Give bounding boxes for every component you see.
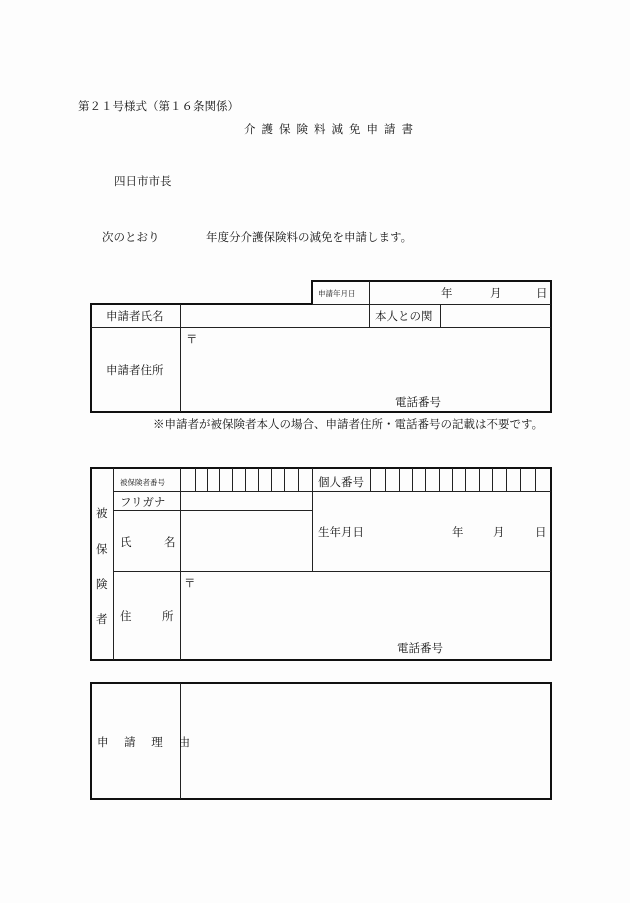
birth-month-label: 月 [493,525,505,539]
intro-text: 年度分介護保険料の減免を申請します。 [206,230,413,244]
relation-label: 本人との関 [375,309,433,323]
postal-mark: 〒 [186,332,198,346]
application-date-label: 申請年月日 [318,289,356,298]
insured-phone-label: 電話番号 [397,641,443,655]
application-month-label: 月 [490,286,502,300]
insured-address-label-2: 所 [162,609,174,623]
applicant-address-label: 申請者住所 [106,363,164,377]
application-day-label: 日 [536,286,548,300]
form-number: 第２１号様式（第１６条関係） [78,99,239,113]
application-year-label: 年 [441,286,453,300]
insured-side-label-1: 被 [96,506,108,520]
applicant-note: ※申請者が被保険者本人の場合、申請者住所・電話番号の記載は不要です。 [153,417,544,431]
insured-side-label-4: 者 [96,612,108,626]
insured-address-label-1: 住 [120,609,132,623]
applicant-name-label: 申請者氏名 [106,309,164,323]
insured-postal-mark: 〒 [184,576,196,590]
furigana-label: フリガナ [120,495,166,509]
personal-number-label: 個人番号 [318,475,364,489]
form-title: 介護保険料減免申請書 [244,122,419,136]
insured-side-label-2: 保 [96,542,108,556]
insured-side-label-3: 険 [96,577,108,591]
applicant-phone-label: 電話番号 [395,395,441,409]
birth-day-label: 日 [535,525,547,539]
insured-number-label: 被保険者番号 [120,478,165,487]
birth-date-label: 生年月日 [318,525,364,539]
reason-label: 申 請 理 由 [97,735,196,749]
insured-name-label-2: 名 [164,535,176,549]
birth-year-label: 年 [452,525,464,539]
addressee: 四日市市長 [114,174,172,188]
intro-lead: 次のとおり [102,230,160,244]
insured-name-label-1: 氏 [120,535,132,549]
